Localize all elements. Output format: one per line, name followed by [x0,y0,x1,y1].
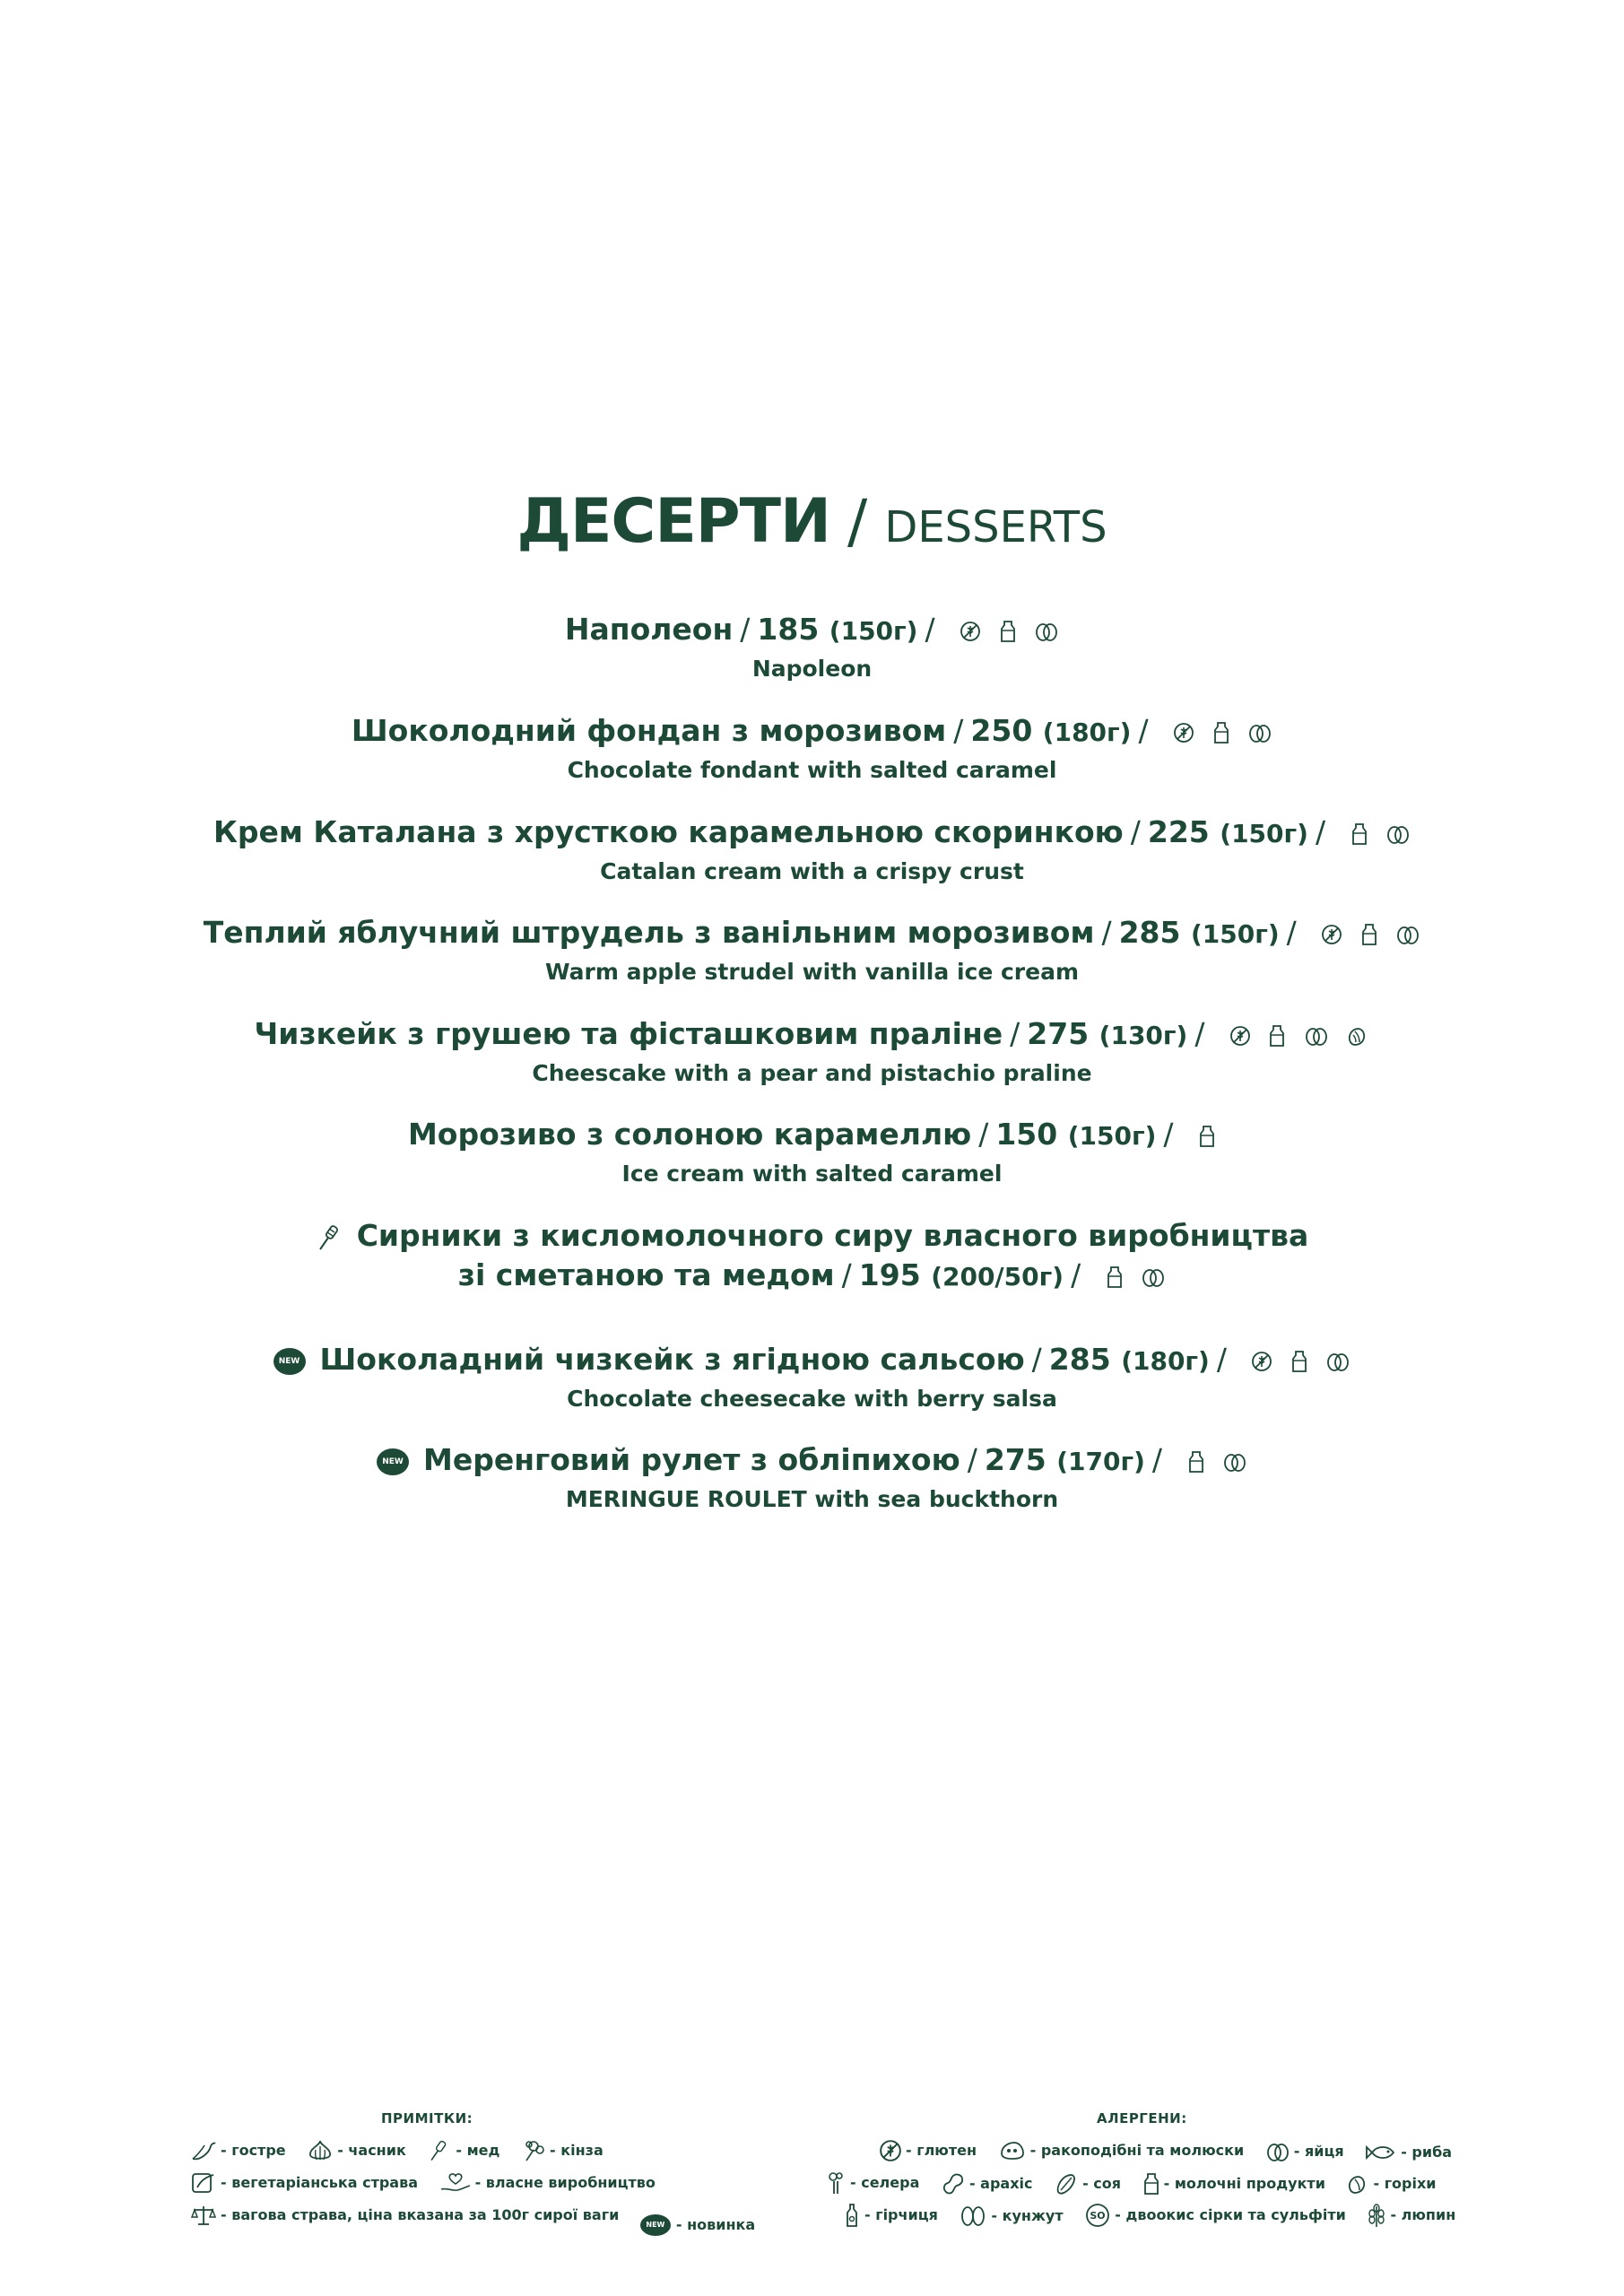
svg-text:SO: SO [1090,2210,1106,2222]
legend-fish: - риба [1365,2140,1452,2165]
item-weight: (130г) [1099,1021,1188,1050]
item-name-en: Chocolate cheesecake with berry salsa [567,1386,1057,1412]
item-price: 285 [1118,915,1181,950]
item-price: 195 [858,1257,921,1292]
title-separator: / [847,487,868,556]
gluten-icon [1229,1025,1251,1047]
gluten-icon [879,2139,902,2162]
legend-garlic: - часник [307,2138,406,2163]
item-name: Морозиво з солоною карамеллю [407,1117,972,1152]
allergens-row-2 [825,2170,1453,2204]
eggs-icon [1385,823,1411,845]
item-name: Меренговий рулет з обліпихою [423,1442,960,1477]
dairy-icon [1106,1265,1124,1289]
allergens-row-1 [879,2138,1468,2170]
menu-item: Чизкейк з грушею та фісташковим праліне / 275 (130г) / Cheescake with a pear and pistachio praline [0,1014,1624,1088]
honey-icon [427,2139,452,2162]
legend-shellfish: - ракоподібні та молюски [998,2138,1245,2163]
dairy-icon [1268,1024,1286,1048]
sulfites-icon [1084,2203,1111,2228]
nuts-icon [1346,2172,1369,2196]
notes-row-2 [190,2170,672,2203]
item-price: 150 [995,1117,1058,1152]
notes-row-1 [190,2138,620,2170]
item-weight: (200/50г) [931,1262,1064,1292]
shellfish-icon [998,2139,1027,2162]
menu-item: Морозиво з солоною карамеллю / 150 (150г) / Ice cream with salted caramel [0,1115,1624,1188]
item-name-en: MERINGUE ROULET with sea buckthorn [565,1486,1059,1512]
item-name-en: Catalan cream with a crispy crust [600,858,1024,884]
scales-icon [190,2204,217,2227]
item-name-cont: зі сметаною та медом [457,1257,835,1292]
gluten-icon [960,621,981,642]
dairy-icon [999,620,1017,643]
legend-sulfites: SO - двоокис сірки та сульфіти [1084,2203,1346,2228]
item-name-en: Napoleon [751,656,873,682]
legend-honey: - мед [427,2138,499,2163]
allergens-row-3 [843,2203,1472,2236]
eggs-icon [1304,1025,1329,1047]
dairy-icon [1212,721,1230,744]
item-name: Шоколодний фондан з морозивом [351,713,947,748]
menu-item: Шоколодний фондан з морозивом / 250 (180г) / Chocolate fondant with salted caramel [0,711,1624,785]
item-weight: (150г) [1190,919,1280,949]
item-price: 275 [984,1442,1046,1477]
item-name: Сирники з кисломолочного сиру власного виробництва [356,1218,1309,1253]
item-name: Крем Каталана з хрусткою карамельною скоринкою [213,814,1124,849]
nuts-icon [1346,1024,1369,1048]
eggs-icon [1265,2141,1290,2162]
legend-dairy: - молочні продукти [1142,2171,1325,2196]
notes-heading: ПРИМІТКИ: [381,2110,473,2126]
item-weight: (150г) [1220,819,1308,848]
gluten-icon [1251,1351,1272,1372]
item-name-en: Cheescake with a pear and pistachio praline [532,1060,1092,1086]
menu-item: Наполеон / 185 (150г) / Napoleon [0,610,1624,683]
legend-new: NEW - новинка [640,2213,755,2238]
soy-icon [1054,2172,1079,2196]
eggs-icon [1034,621,1059,642]
allergens-heading: АЛЕРГЕНИ: [1097,2110,1187,2126]
dairy-icon [1350,822,1368,846]
eggs-icon [1247,722,1272,744]
legend-weight-dish: - вагова страва, ціна вказана за 100г сирої ваги [190,2203,619,2228]
cilantro-icon [521,2139,546,2162]
legend-sesame: - кунжут [959,2204,1063,2229]
notes-row-3 [190,2203,771,2238]
honey-icon [316,1223,344,1252]
item-name-en: Warm apple strudel with vanilla ice cream [544,959,1080,985]
new-badge: NEW [274,1348,306,1375]
menu-item: Сирники з кисломолочного сиру власного виробництва зі сметаною та медом / 195 (200/50г) / [0,1216,1624,1297]
dairy-icon [1198,1125,1216,1148]
dairy-icon [1142,2172,1160,2196]
mustard-icon [843,2203,861,2228]
legend-lupin: - люпин [1367,2203,1455,2228]
title-en: DESSERTS [884,502,1107,552]
legend-cilantro: - кінза [521,2138,604,2163]
item-price: 250 [970,713,1033,748]
legend-spicy: - гостре [190,2138,286,2163]
title-ua: ДЕСЕРТИ [517,486,830,557]
item-price: 285 [1048,1342,1111,1377]
garlic-icon [307,2139,334,2162]
dairy-icon [1360,923,1378,946]
eggs-icon [1222,1451,1247,1473]
page-title [0,486,1624,557]
heart-hand-icon [439,2171,472,2195]
menu-item: Крем Каталана з хрусткою карамельною скоринкою / 225 (150г) / Catalan cream with a crispy crust [0,813,1624,886]
new-badge-icon: NEW [640,2214,671,2236]
legend-eggs: - яйця [1265,2139,1344,2164]
item-name: Теплий яблучний штрудель з ванільним морозивом [203,915,1095,950]
vegetarian-icon [190,2171,217,2195]
item-weight: (180г) [1042,718,1132,747]
item-weight: (150г) [1067,1121,1157,1151]
menu-item: NEW Шоколадний чизкейк з ягідною сальсою / 285 (180г) / Chocolate cheesecake with berry salsa [0,1340,1624,1413]
item-name-en: Chocolate fondant with salted caramel [567,757,1057,783]
celery-icon [825,2170,847,2196]
item-weight: (170г) [1056,1447,1145,1476]
legend-soy: - соя [1054,2171,1121,2196]
eggs-icon [1395,924,1420,945]
legend-mustard: - гірчиця [843,2203,938,2228]
sesame-icon [959,2205,987,2228]
gluten-icon [1321,924,1342,945]
item-price: 275 [1027,1016,1090,1051]
legend-peanut: - арахіс [941,2171,1033,2196]
dairy-icon [1290,1350,1308,1373]
new-badge: NEW [377,1448,409,1475]
item-name: Наполеон [564,612,734,647]
item-weight: (150г) [829,616,918,646]
dairy-icon [1187,1450,1205,1474]
legend-gluten: - глютен [879,2138,977,2163]
legend-nuts: - горіхи [1346,2171,1436,2196]
item-name: Чизкейк з грушею та фісташковим праліне [254,1016,1003,1051]
peanut-icon [941,2172,966,2196]
item-price: 225 [1147,814,1210,849]
lupin-icon [1367,2203,1386,2228]
eggs-icon [1141,1266,1166,1288]
menu-item: NEW Меренговий рулет з обліпихою / 275 (170г) / MERINGUE ROULET with sea buckthorn [0,1440,1624,1514]
gluten-icon [1173,722,1194,744]
item-name: Шоколадний чизкейк з ягідною сальсою [319,1342,1025,1377]
menu-item: Теплий яблучний штрудель з ванільним морозивом / 285 (150г) / Warm apple strudel with vanilla ice cream [0,913,1624,987]
eggs-icon [1325,1351,1350,1372]
item-name-en: Ice cream with salted caramel [621,1161,1003,1187]
legend-celery: - селера [825,2170,919,2196]
item-weight: (180г) [1121,1346,1210,1376]
chili-icon [190,2139,217,2162]
legend-own-production: - власне виробництво [439,2170,656,2196]
item-price: 185 [757,612,820,647]
fish-icon [1365,2143,1397,2162]
legend-vegetarian: - вегетаріанська страва [190,2170,418,2196]
